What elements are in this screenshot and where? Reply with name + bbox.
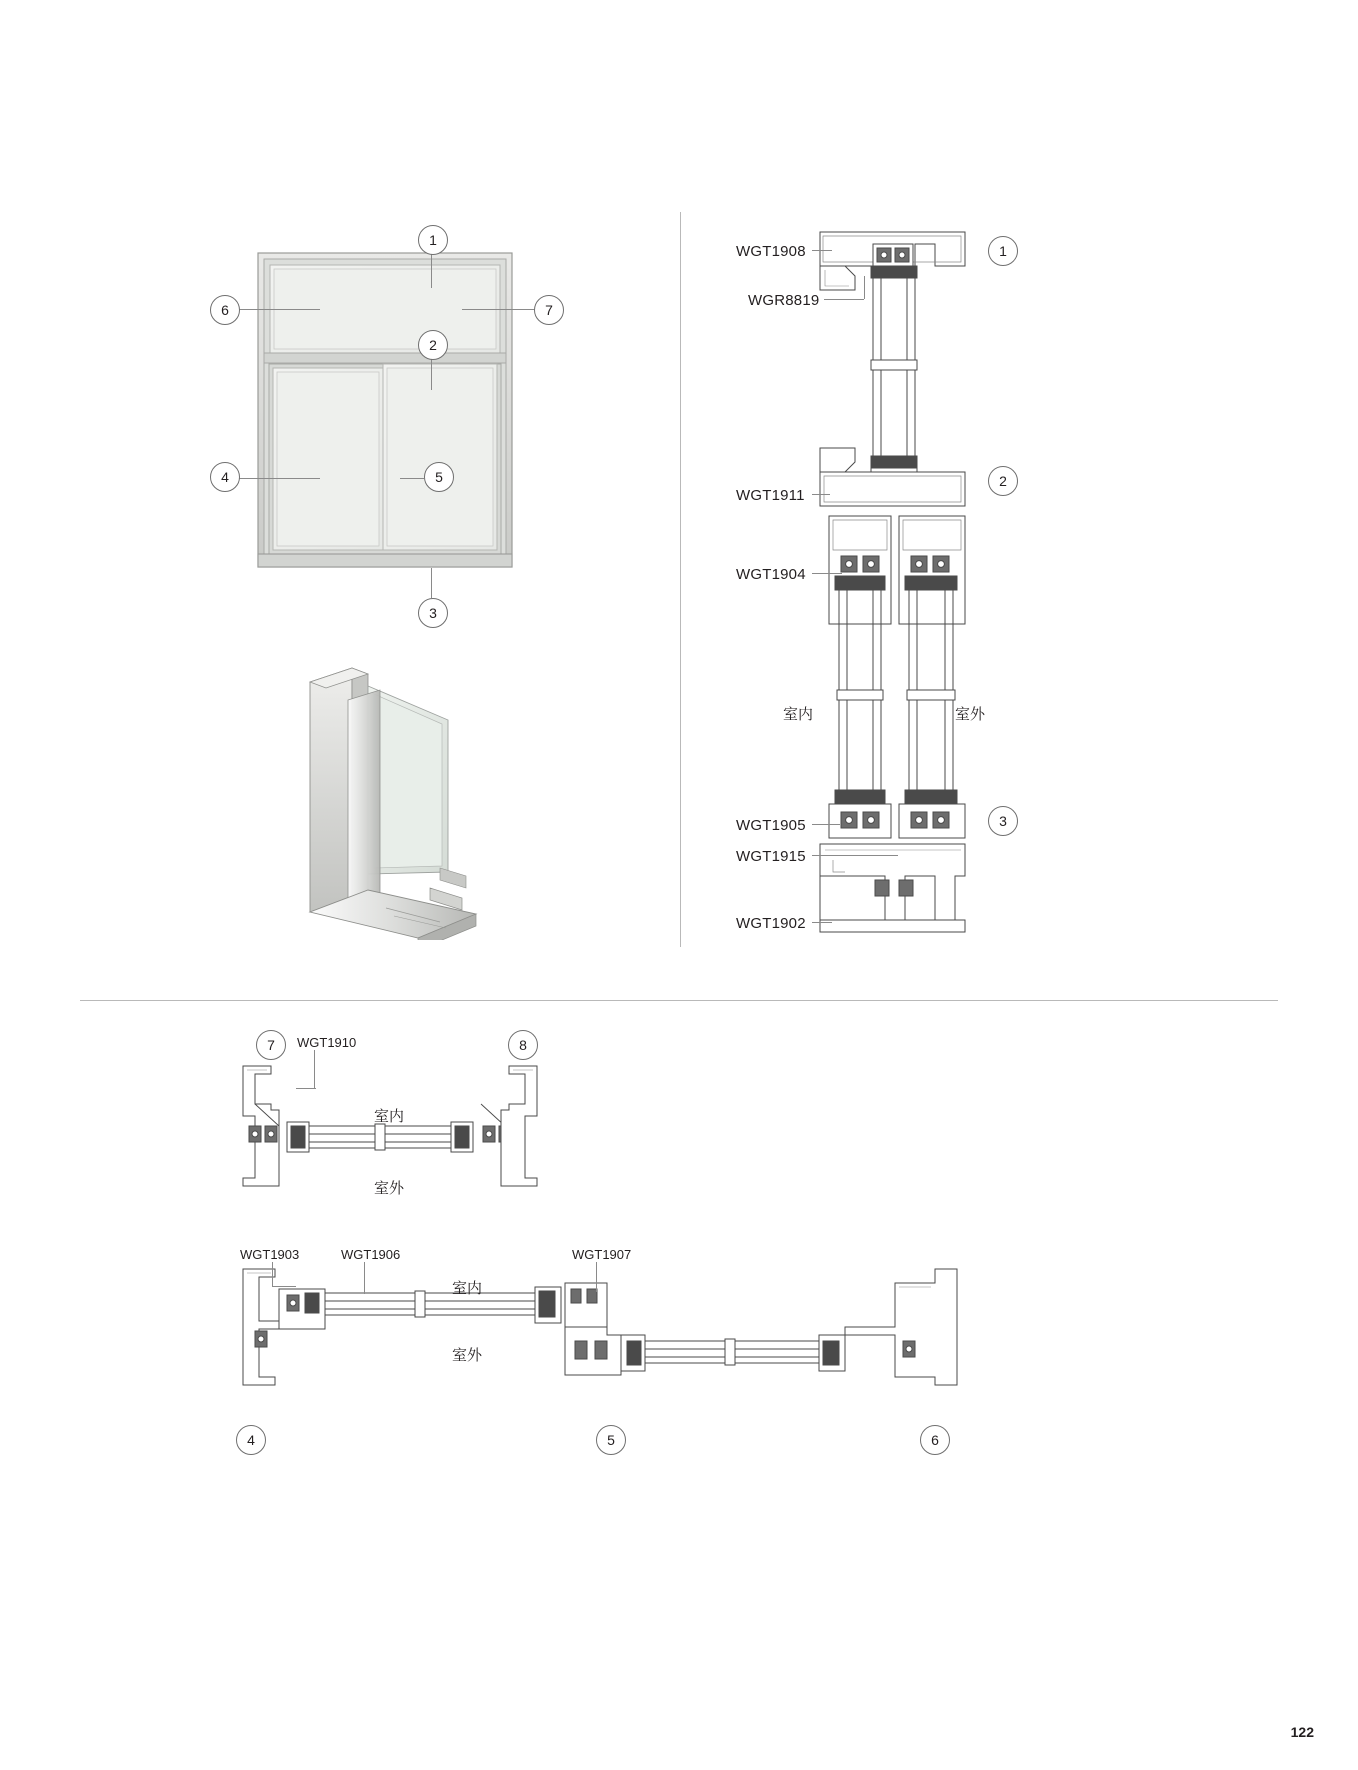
callout-1[interactable]: 1 [418,225,448,255]
leader-line-3 [431,568,432,598]
annotation-interior-bottom: 室内 [452,1280,483,1297]
label-wgt1915: WGT1915 [736,848,806,865]
annotation-interior-top: 室内 [374,1108,405,1125]
leader-wgt1910-h [296,1088,316,1089]
section-callout-8[interactable]: 8 [508,1030,538,1060]
callout-5[interactable]: 5 [424,462,454,492]
label-wgt1902: WGT1902 [736,915,806,932]
leader-wgt1906-v [364,1262,365,1294]
section-callout-3[interactable]: 3 [988,806,1018,836]
section-callout-1[interactable]: 1 [988,236,1018,266]
callout-2[interactable]: 2 [418,330,448,360]
label-wgt1904: WGT1904 [736,566,806,583]
annotation-interior-vertical: 室内 [783,706,814,723]
leader-wgt1915 [812,855,898,856]
leader-line-6 [238,309,320,310]
leader-line-2 [431,358,432,390]
leader-wgr8819-v [864,276,865,299]
leader-line-7 [462,309,534,310]
section-callout-7[interactable]: 7 [256,1030,286,1060]
vertical-divider [680,212,681,947]
section-callout-4[interactable]: 4 [236,1425,266,1455]
leader-wgt1908 [812,250,832,251]
label-wgt1905: WGT1905 [736,817,806,834]
section-callout-5[interactable]: 5 [596,1425,626,1455]
callout-3[interactable]: 3 [418,598,448,628]
leader-line-5 [400,478,424,479]
corner-3d-render [290,660,490,940]
leader-wgt1905 [812,824,840,825]
label-wgt1907: WGT1907 [572,1247,632,1262]
leader-wgt1907-v [596,1262,597,1292]
leader-wgt1903-h [272,1286,296,1287]
section-callout-6[interactable]: 6 [920,1425,950,1455]
annotation-exterior-bottom: 室外 [452,1347,483,1364]
section-callout-2[interactable]: 2 [988,466,1018,496]
horizontal-section-bottom-drawing [235,1265,965,1415]
label-wgt1906: WGT1906 [341,1247,401,1262]
vertical-section-drawing [815,220,985,940]
leader-wgt1911 [812,494,830,495]
leader-wgt1910-v [314,1050,315,1088]
leader-line-1 [431,253,432,288]
label-wgt1910: WGT1910 [297,1035,357,1050]
annotation-exterior-vertical: 室外 [955,706,986,723]
label-wgt1911: WGT1911 [736,487,805,504]
label-wgt1903: WGT1903 [240,1247,300,1262]
label-wgt1908: WGT1908 [736,243,806,260]
callout-7[interactable]: 7 [534,295,564,325]
leader-wgt1902 [812,922,832,923]
page-number: 122 [1290,1724,1314,1740]
callout-6[interactable]: 6 [210,295,240,325]
horizontal-divider [80,1000,1278,1001]
callout-4[interactable]: 4 [210,462,240,492]
leader-wgt1904 [812,573,842,574]
leader-wgr8819 [824,299,864,300]
annotation-exterior-top: 室外 [374,1180,405,1197]
leader-wgt1903-v [272,1262,273,1286]
window-elevation-drawing [255,250,515,570]
leader-line-4 [238,478,320,479]
label-wgr8819: WGR8819 [748,292,820,309]
